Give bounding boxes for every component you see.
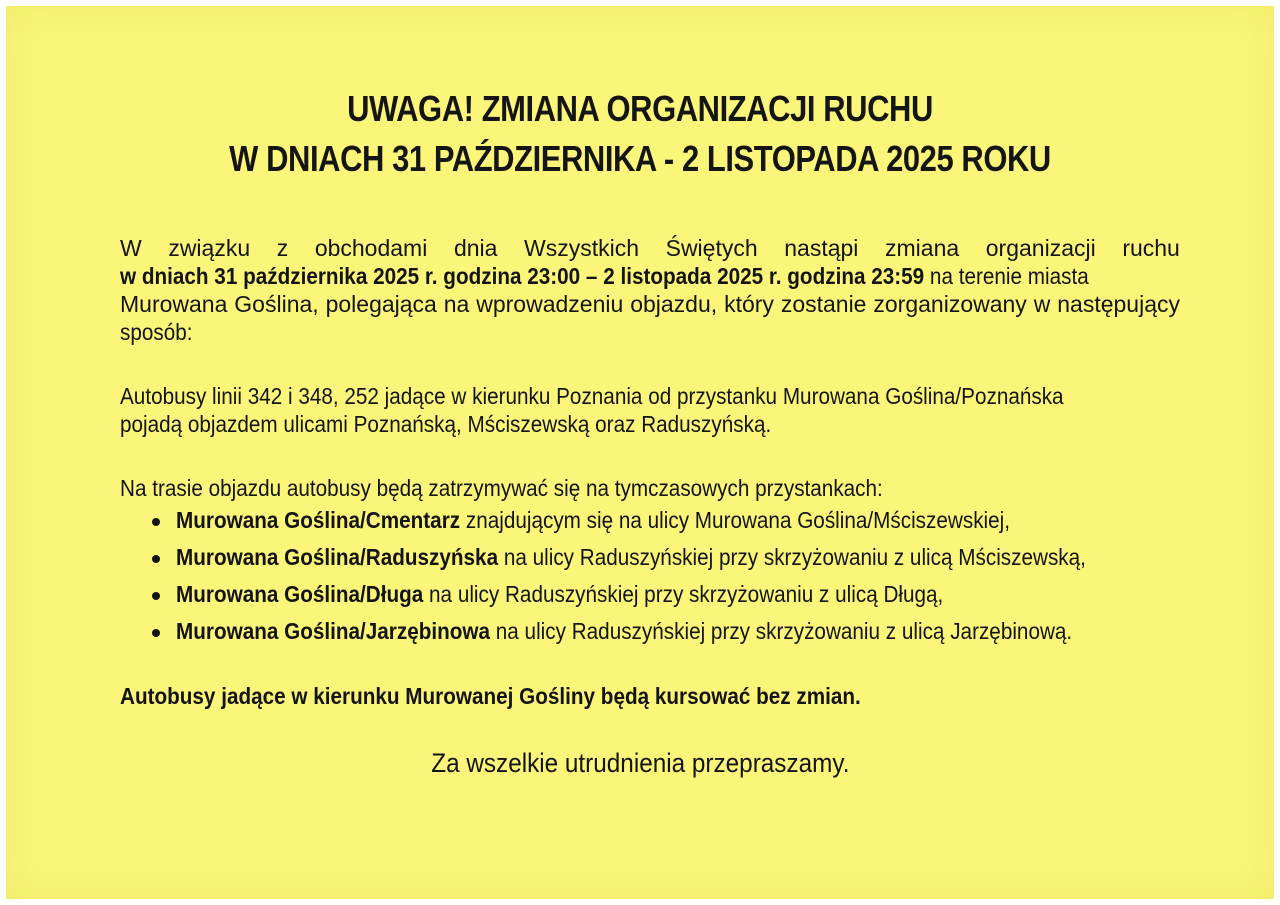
word: następujący — [1057, 291, 1180, 317]
word: nastąpi — [784, 235, 859, 261]
word: zostanie — [780, 291, 867, 317]
word: objazdu, — [630, 291, 718, 317]
detour-line-2: pojadą objazdem ulicami Poznańską, Mściszewską oraz Raduszyńską. — [120, 411, 772, 437]
stop-name: Murowana Goślina/Raduszyńska — [176, 544, 499, 570]
word: organizacji — [985, 235, 1096, 261]
word: w — [1033, 291, 1051, 317]
intro-line-1 — [120, 234, 1180, 262]
no-change-note: Autobusy jadące w kierunku Murowanej Gośliny będą kursować bez zmian. — [120, 683, 861, 709]
word: dnia — [453, 235, 498, 261]
title-line-2: W DNIACH 31 PAŹDZIERNIKA - 2 LISTOPADA 2025 ROKU — [229, 138, 1051, 179]
bullet-icon — [152, 592, 160, 600]
list-item — [120, 613, 1180, 650]
intro-date-range: w dniach 31 października 2025 r. godzina 23:00 – 2 listopada 2025 r. godzina 23:59 — [120, 263, 925, 289]
stop-name: Murowana Goślina/Cmentarz — [176, 507, 461, 533]
word: Goślina, — [234, 291, 319, 317]
closing-apology: Za wszelkie utrudnienia przepraszamy. — [430, 748, 850, 778]
stop-desc: na ulicy Raduszyńskiej przy skrzyżowaniu z ulicą Mściszewską, — [498, 544, 1086, 570]
word: wprowadzeniu — [476, 291, 624, 317]
detour-line-1: Autobusy linii 342 i 348, 252 jadące w kierunku Poznania od przystanku Murowana Goślina/Poznańska — [120, 383, 1064, 409]
intro-line-2 — [120, 262, 1180, 290]
word: zorganizowany — [873, 291, 1027, 317]
intro-line-3 — [120, 290, 1180, 318]
word: Murowana — [120, 291, 228, 317]
word: polegająca — [325, 291, 437, 317]
word: z — [276, 235, 289, 261]
stops-intro: Na trasie objazdu autobusy będą zatrzymywać się na tymczasowych przystankach: — [120, 475, 883, 501]
word: zmiana — [885, 235, 960, 261]
word: Wszystkich — [524, 235, 640, 261]
list-item — [120, 539, 1180, 576]
bullet-icon — [152, 555, 160, 563]
bullet-icon — [152, 629, 160, 637]
word: obchodami — [314, 235, 428, 261]
word: związku — [168, 235, 251, 261]
list-item — [120, 502, 1180, 539]
title-line-1: UWAGA! ZMIANA ORGANIZACJI RUCHU — [347, 88, 933, 129]
word: który — [724, 291, 774, 317]
list-item — [120, 576, 1180, 613]
stops-list — [120, 502, 1180, 650]
stop-desc: na ulicy Raduszyńskiej przy skrzyżowaniu z ulicą Długą, — [423, 581, 944, 607]
word: W — [120, 235, 142, 261]
bullet-icon — [152, 518, 160, 526]
stop-desc: znajdującym się na ulicy Murowana Goślina/Mściszewskiej, — [460, 507, 1011, 533]
word: ruchu — [1122, 235, 1180, 261]
stop-name: Murowana Goślina/Jarzębinowa — [176, 618, 491, 644]
notice-sheet — [6, 6, 1274, 899]
notice-title — [95, 84, 1185, 184]
stop-name: Murowana Goślina/Długa — [176, 581, 424, 607]
intro-line-2-rest: na terenie miasta — [924, 263, 1089, 289]
word: Świętych — [665, 235, 758, 261]
notice-body — [120, 234, 1180, 710]
intro-line-4: sposób: — [120, 319, 193, 345]
word: na — [443, 291, 470, 317]
stop-desc: na ulicy Raduszyńskiej przy skrzyżowaniu z ulicą Jarzębinową. — [490, 618, 1073, 644]
